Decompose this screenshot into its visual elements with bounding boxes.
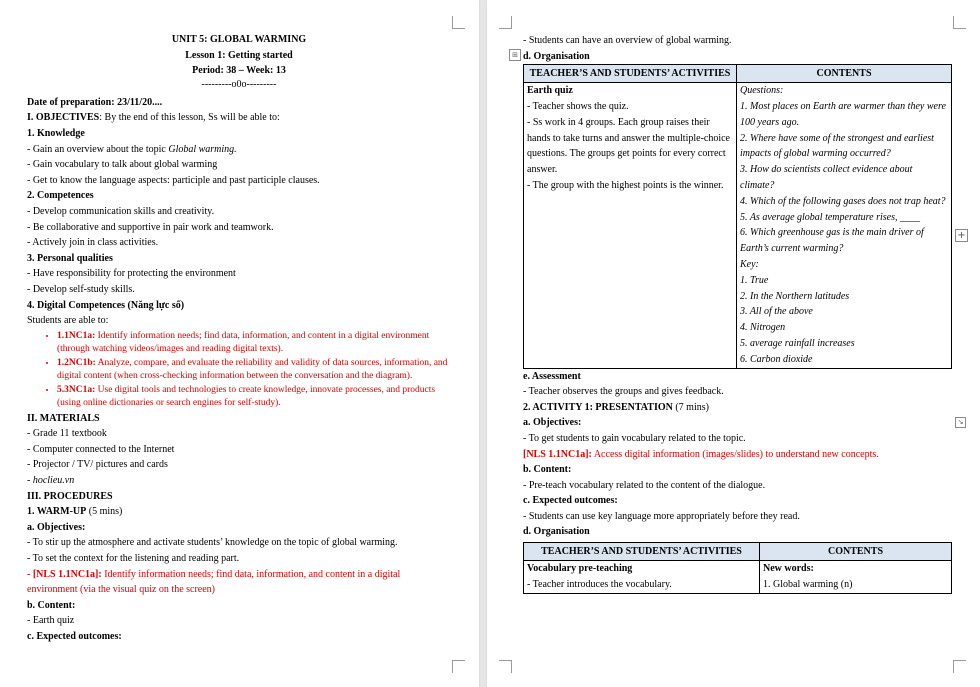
crop-mark: [499, 16, 512, 29]
competence-item: - Actively join in class activities.: [27, 237, 159, 249]
activity1-content-item: - Pre-teach vocabulary related to the content of the dialogue.: [523, 479, 766, 491]
column-header-activities: TEACHER’S AND STUDENTS’ ACTIVITIES: [524, 543, 760, 561]
quiz-question: 3. How do scientists collect evidence about climate?: [740, 164, 913, 191]
knowledge-item: - Gain vocabulary to talk about global warming: [27, 159, 218, 171]
page-left-text[interactable]: [27, 32, 451, 645]
knowledge-heading: 1. Knowledge: [27, 127, 85, 139]
warmup-heading: 1. WARM-UP: [27, 506, 87, 518]
competence-item: - Be collaborative and supportive in pair work and teamwork.: [27, 221, 274, 233]
activity1-nls-note: [523, 447, 951, 463]
warmup-duration: (5 mins): [86, 506, 123, 518]
overview-outcome: - Students can have an overview of global warming.: [523, 35, 732, 46]
crop-mark: [452, 16, 465, 29]
objectives-line: [27, 110, 451, 126]
column-header-contents: CONTENTS: [760, 543, 952, 561]
questions-heading: Questions:: [740, 85, 784, 97]
digital-competence-item: [57, 384, 451, 410]
nls-text: Identify information needs; find data, information, and content in a digital environment (through watching videos/images and reading digital texts).: [57, 330, 430, 354]
knowledge-item: [27, 142, 451, 158]
organisation-heading: d. Organisation: [523, 50, 590, 62]
personal-qualities-heading: 3. Personal qualities: [27, 252, 113, 264]
table-row: [524, 561, 952, 594]
quiz-question: 1. Most places on Earth are warmer than they were 100 years ago.: [740, 100, 946, 128]
warmup-objective-item: - To set the context for the listening and reading part.: [27, 553, 240, 565]
new-words-heading: New words:: [763, 563, 814, 575]
topic-name: Global warming.: [168, 143, 237, 155]
quiz-question: 2. Where have some of the strongest and earliest impacts of global warming occurred?: [740, 132, 934, 160]
unit-title: UNIT 5: GLOBAL WARMING: [171, 34, 307, 45]
digital-competence-list: [27, 330, 451, 410]
table-header-row: [524, 543, 952, 561]
procedures-heading: III. PROCEDURES: [27, 490, 113, 502]
activity1-heading: 2. ACTIVITY 1: PRESENTATION: [523, 401, 673, 413]
assessment-heading: e. Assessment: [523, 370, 581, 382]
crop-mark: [953, 660, 966, 673]
column-header-contents: CONTENTS: [737, 65, 952, 83]
personal-quality-item: - Have responsibility for protecting the environment: [27, 268, 236, 280]
document-page-right: [487, 0, 980, 687]
warmup-content-item: - Earth quiz: [27, 615, 75, 627]
new-word-item: 1. Global warming (n): [763, 578, 853, 590]
activity1-organisation-heading: d. Organisation: [523, 526, 590, 538]
competence-item: - Develop communication skills and creativity.: [27, 205, 215, 217]
quiz-key: 2. In the Northern latitudes: [740, 290, 850, 302]
activity-title: Earth quiz: [527, 85, 573, 97]
table-move-handle[interactable]: ⊞: [509, 49, 521, 61]
activity1-objectives-heading: a. Objectives:: [523, 417, 582, 429]
nls-code: - [NLS 1.1NC1a]:: [27, 568, 102, 580]
competences-heading: 2. Competences: [27, 190, 94, 202]
warmup-heading-line: [27, 504, 451, 520]
digital-intro: Students are able to:: [27, 315, 109, 327]
activity1-duration: (7 mins): [672, 401, 709, 413]
nls-code: [NLS 1.1NC1a]:: [523, 448, 592, 460]
warmup-expected-heading: c. Expected outcomes:: [27, 631, 122, 642]
lesson-title: Lesson 1: Getting started: [185, 49, 293, 61]
assessment-text: - Teacher observes the groups and gives feedback.: [523, 386, 724, 398]
warmup-objectives-heading: a. Objectives:: [27, 521, 86, 533]
quiz-key: 6. Carbon dioxide: [740, 353, 813, 365]
quiz-question: 5. As average global temperature rises, ____: [740, 211, 920, 223]
nls-code: 1.2NC1b:: [57, 357, 96, 368]
activities-cell[interactable]: [524, 561, 760, 594]
activity-line: - Ss work in 4 groups. Each group raises their hands to take turns and answer the multiple-choice questions. The groups get points for every correct answer.: [527, 116, 730, 176]
nls-text: Access digital information (images/slides) to understand new concepts.: [591, 448, 879, 460]
table-resize-handle[interactable]: ↘: [955, 417, 966, 428]
hoclieu-link[interactable]: - hoclieu.vn: [27, 475, 75, 487]
material-item: - Computer connected to the Internet: [27, 443, 175, 455]
knowledge-item: - Get to know the language aspects: participle and past participle clauses.: [27, 174, 320, 186]
crop-mark: [452, 660, 465, 673]
objectives-text: : By the end of this lesson, Ss will be able to:: [99, 112, 280, 124]
personal-quality-item: - Develop self-study skills.: [27, 283, 135, 295]
column-header-activities: TEACHER’S AND STUDENTS’ ACTIVITIES: [524, 65, 737, 83]
contents-cell[interactable]: [737, 83, 952, 368]
warmup-objective-item: - To stir up the atmosphere and activate students’ knowledge on the topic of global warming.: [27, 537, 398, 549]
key-heading: Key:: [740, 258, 759, 270]
activity1-heading-line: [523, 400, 951, 416]
activity-line: - The group with the highest points is the winner.: [527, 179, 724, 191]
activities-cell[interactable]: [524, 83, 737, 368]
crop-mark: [499, 660, 512, 673]
warmup-nls-note: [27, 567, 451, 598]
vocab-row-text: - Teacher introduces the vocabulary.: [527, 578, 672, 590]
document-page-left: [0, 0, 479, 687]
materials-heading: II. MATERIALS: [27, 412, 100, 424]
vocab-row-title: Vocabulary pre-teaching: [527, 563, 633, 575]
quiz-key: 3. All of the above: [740, 306, 813, 318]
material-item: - Projector / TV/ pictures and cards: [27, 459, 168, 471]
nls-text: Identify information needs; find data, information, and content in a digital environment (via the visual quiz on the screen): [27, 568, 401, 596]
material-item: - Grade 11 textbook: [27, 428, 107, 440]
period-label: Period: 38 – Week: 13: [192, 65, 286, 77]
vocabulary-table: [523, 542, 952, 594]
knowledge-item-text: - Gain an overview about the topic: [27, 143, 169, 155]
nls-text: Analyze, compare, and evaluate the reliability and validity of data sources, information, and digital content (when cross-checking information between the conversation and the diagram).: [57, 357, 448, 381]
quiz-key: 1. True: [740, 274, 769, 286]
nls-code: 1.1NC1a:: [57, 330, 96, 341]
warmup-content-heading: b. Content:: [27, 599, 76, 611]
quiz-question: 6. Which greenhouse gas is the main driver of Earth’s current warming?: [740, 227, 924, 255]
digital-competences-heading: 4. Digital Competences (Năng lực số): [27, 299, 185, 311]
objectives-heading: I. OBJECTIVES: [27, 112, 100, 124]
separator: ---------o0o---------: [201, 78, 277, 90]
contents-cell[interactable]: [760, 561, 952, 594]
activity-line: - Teacher shows the quiz.: [527, 100, 629, 112]
nls-code: 5.3NC1a:: [57, 384, 96, 395]
digital-competence-item: [57, 357, 451, 383]
quiz-key: 5. average rainfall increases: [740, 337, 855, 349]
activity1-expected-item: - Students can use key language more appropriately before they read.: [523, 510, 800, 522]
activity1-objective-item: - To get students to gain vocabulary related to the topic.: [523, 432, 746, 444]
quiz-question: 4. Which of the following gases does not trap heat?: [740, 195, 946, 207]
earth-quiz-table: [523, 64, 952, 368]
table-row: [524, 83, 952, 368]
quiz-key: 4. Nitrogen: [740, 322, 786, 334]
page-right-text[interactable]: [512, 33, 951, 594]
date-of-preparation: Date of preparation: 23/11/20....: [27, 96, 163, 108]
nls-text: Use digital tools and technologies to create knowledge, innovate processes, and products (using online dictionaries or search engines for self-study).: [57, 384, 436, 408]
table-header-row: [524, 65, 952, 83]
activity1-expected-heading: c. Expected outcomes:: [523, 495, 618, 507]
digital-competence-item: [57, 330, 451, 356]
activity1-content-heading: b. Content:: [523, 464, 572, 476]
add-column-button[interactable]: +: [955, 229, 968, 242]
crop-mark: [953, 16, 966, 29]
